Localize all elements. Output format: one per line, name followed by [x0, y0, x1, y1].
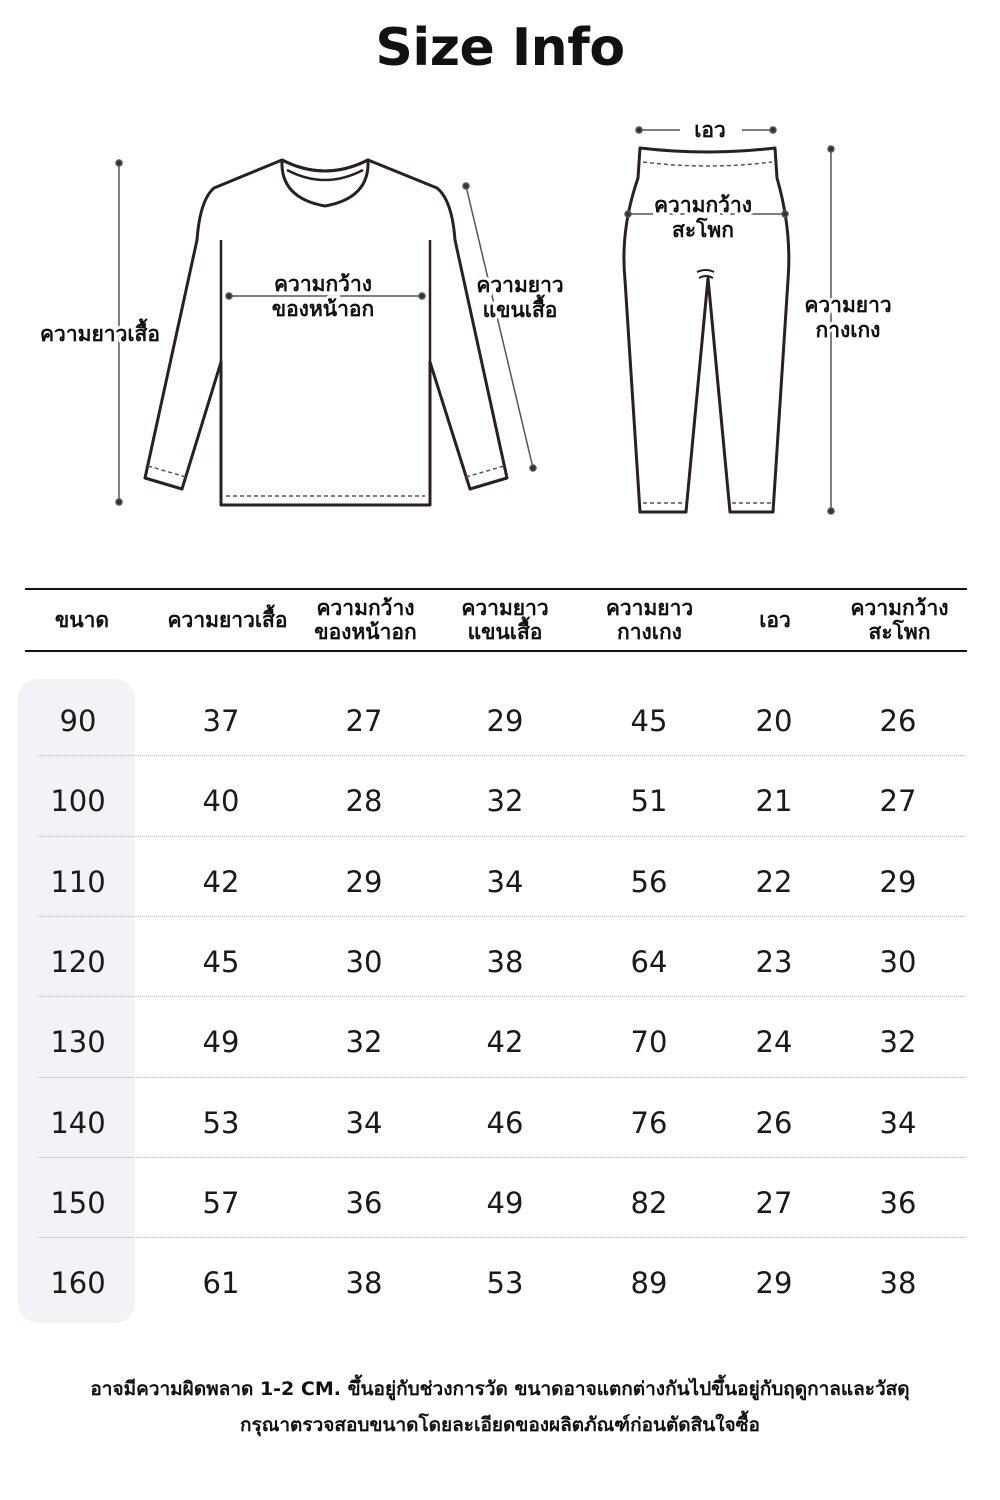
cell-size: 160	[50, 1266, 106, 1301]
cell-size: 100	[50, 784, 106, 819]
cell-chest-width: 36	[345, 1185, 383, 1220]
cell-waist: 21	[755, 784, 793, 819]
shirt-length-label: ความยาวเสื้อ	[40, 322, 160, 346]
cell-shirt-length: 45	[202, 944, 240, 979]
cell-waist: 23	[755, 944, 793, 979]
cell-waist: 20	[755, 704, 793, 738]
cell-chest-width: 30	[345, 944, 383, 979]
cell-shirt-length: 40	[202, 784, 240, 819]
row-divider	[38, 996, 965, 997]
cell-sleeve-length: 38	[486, 944, 524, 979]
cell-waist: 26	[755, 1105, 793, 1140]
header-sleeve-length: ความยาว แขนเสื้อ	[461, 596, 549, 644]
cell-hip-width: 36	[879, 1185, 917, 1220]
cell-shirt-length: 37	[202, 704, 240, 738]
cell-sleeve-length: 32	[486, 784, 524, 819]
cell-waist: 22	[755, 864, 793, 899]
table-row	[0, 842, 1000, 922]
table-row	[0, 1163, 1000, 1243]
row-divider	[38, 836, 965, 837]
cell-hip-width: 30	[879, 944, 917, 979]
header-pants-length: ความยาว กางเกง	[605, 596, 694, 644]
cell-sleeve-length: 53	[486, 1266, 524, 1301]
shirt-illustration	[145, 160, 507, 505]
header-waist: เอว	[759, 608, 791, 632]
cell-size: 90	[59, 704, 97, 738]
table-row	[0, 1243, 1000, 1323]
cell-hip-width: 38	[879, 1266, 917, 1301]
cell-size: 120	[50, 944, 106, 979]
sleeve-length-label-1: ความยาว	[476, 273, 564, 297]
table-row	[0, 922, 1000, 1002]
header-chest-width: ความกว้าง ของหน้าอก	[314, 596, 417, 644]
table-header	[0, 590, 1000, 650]
size-diagram	[0, 110, 1000, 540]
cell-waist: 24	[755, 1025, 793, 1060]
cell-sleeve-length: 49	[486, 1185, 524, 1220]
cell-chest-width: 28	[345, 784, 383, 819]
cell-size: 140	[50, 1105, 106, 1140]
cell-sleeve-length: 34	[486, 864, 524, 899]
row-divider	[38, 1237, 965, 1238]
chest-width-label-1: ความกว้าง	[273, 272, 373, 296]
sleeve-length-label-2: แขนเสื้อ	[482, 298, 558, 322]
cell-pants-length: 82	[630, 1185, 668, 1220]
header-hip-width: ความกว้าง สะโพก	[850, 596, 949, 644]
cell-pants-length: 76	[630, 1105, 668, 1140]
table-header-rule	[25, 650, 967, 652]
cell-hip-width: 27	[879, 784, 917, 819]
header-size: ขนาด	[54, 608, 110, 632]
waist-label: เอว	[694, 118, 726, 142]
cell-waist: 27	[755, 1185, 793, 1220]
note-line-1: อาจมีความผิดพลาด 1-2 CM. ขึ้นอยู่กับช่วงการวัด ขนาดอาจแตกต่างกันไปขึ้นอยู่กับฤดูกาลและวัสดุ	[90, 1378, 910, 1400]
cell-chest-width: 27	[345, 704, 383, 738]
cell-hip-width: 29	[879, 864, 917, 899]
cell-shirt-length: 57	[202, 1185, 240, 1220]
cell-chest-width: 32	[345, 1025, 383, 1060]
table-row	[0, 1083, 1000, 1163]
cell-hip-width: 34	[879, 1105, 917, 1140]
row-divider	[38, 1157, 965, 1158]
cell-pants-length: 56	[630, 864, 668, 899]
row-divider	[38, 1077, 965, 1078]
hip-width-label-1: ความกว้าง	[653, 193, 753, 217]
cell-size: 110	[50, 864, 106, 899]
hip-width-label-2: สะโพก	[672, 218, 734, 242]
cell-waist: 29	[755, 1266, 793, 1301]
table-row	[0, 1002, 1000, 1082]
pants-length-label-2: กางเกง	[815, 318, 881, 342]
cell-pants-length: 45	[630, 704, 668, 738]
row-divider	[38, 755, 965, 756]
cell-size: 130	[50, 1025, 106, 1060]
chest-width-label-2: ของหน้าอก	[271, 297, 375, 321]
header-shirt-length: ความยาวเสื้อ	[167, 608, 288, 632]
cell-hip-width: 26	[879, 704, 917, 738]
cell-size: 150	[50, 1185, 106, 1220]
cell-sleeve-length: 29	[486, 704, 524, 738]
table-row	[0, 761, 1000, 841]
pants-length-label-1: ความยาว	[804, 293, 892, 317]
table-row	[0, 681, 1000, 761]
cell-shirt-length: 53	[202, 1105, 240, 1140]
cell-chest-width: 34	[345, 1105, 383, 1140]
cell-chest-width: 29	[345, 864, 383, 899]
cell-shirt-length: 42	[202, 864, 240, 899]
cell-pants-length: 70	[630, 1025, 668, 1060]
cell-hip-width: 32	[879, 1025, 917, 1060]
note-line-2: กรุณาตรวจสอบขนาดโดยละเอียดของผลิตภัณฑ์ก่อนตัดสินใจซื้อ	[240, 1414, 760, 1436]
cell-sleeve-length: 42	[486, 1025, 524, 1060]
cell-shirt-length: 49	[202, 1025, 240, 1060]
cell-pants-length: 89	[630, 1266, 668, 1301]
cell-pants-length: 64	[630, 944, 668, 979]
page-title: Size Info	[375, 18, 625, 78]
row-divider	[38, 916, 965, 917]
cell-chest-width: 38	[345, 1266, 383, 1301]
cell-shirt-length: 61	[202, 1266, 240, 1301]
cell-sleeve-length: 46	[486, 1105, 524, 1140]
cell-pants-length: 51	[630, 784, 668, 819]
